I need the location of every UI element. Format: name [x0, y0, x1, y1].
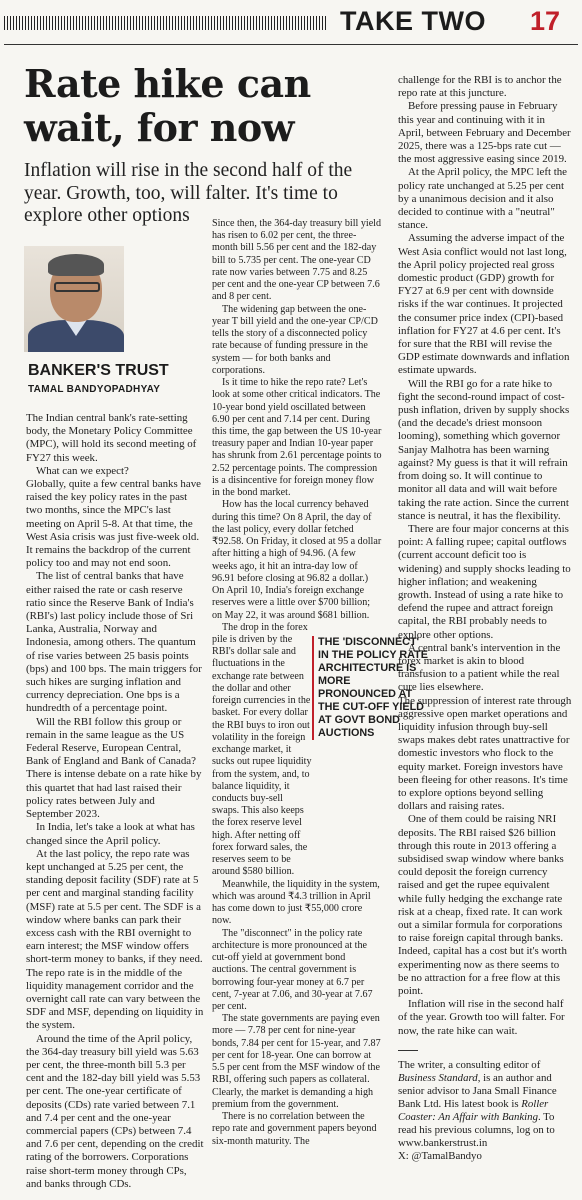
author-note — [398, 1050, 572, 1163]
paragraph: Meanwhile, the liquidity in the system, which was around ₹4.3 trillion in April has come down to just ₹55,000 crore now. — [212, 878, 380, 927]
deck: Inflation will rise in the second half of the year. Growth, too, will falter. It's time to explore other options — [24, 160, 353, 226]
paragraph: Globally, quite a few central banks have raised the key policy rates in the past two months, since the MPC's last meeting on April 5-8. At that time, the West Asia crisis was just five-week old. It remains the backdrop of the current policy too and may not end soon. — [26, 478, 201, 570]
paragraph: Is it time to hike the repo rate? Let's look at some other critical indicators. The 10-year bond yield oscillated between 6.90 per cent and 7.14 per cent. During this time, the gap between the US 10-year treasury paper and Indian 10-year paper has shrunk from 2.61 percentage points to 2.52 percentage points. The compression is a disincentive for foreign money flow in the bond market. — [212, 377, 382, 499]
note-text: , is an author and senior advisor to Jana Small Finance Bank Ltd. His latest book is — [398, 1071, 557, 1110]
page-header — [0, 6, 582, 40]
paragraph: The drop in the forex pile is driven by the RBI's dollar sale and fluctuations in the exchange rate between the dollar and other foreign currencies in the basket. For every dollar the RBI buys to iron out volatility in the foreign exchange market, it sucks out rupee liquidity from the system, and, to balance liquidity, it conducts buy-sell swaps. This also keeps the forex reserve level high. After netting off forex forward sales, the reserves seem to be around $580 billion. — [212, 621, 312, 878]
pull-quote-text: THE 'DISCONNECT' IN THE POLICY RATE ARCHITECTURE IS MORE PRONOUNCED AT THE CUT-OFF YIELD AT GOVT BOND AUCTIONS — [318, 636, 428, 739]
note-text: The writer, a consulting editor of — [398, 1058, 541, 1071]
header-hatch-rule — [4, 16, 326, 30]
paragraph: One of them could be raising NRI deposits. The RBI raised $26 billion through this route in 2013 offering a subsidised swap window where banks could deposit the foreign currency raised and get the rupee equivalent while fully hedging the exchange rate risk at a cheap, fixed rate. It can work out a similar formula for corporations to raise foreign capital through banks. Indeed, capital has a cost but it's worth experimenting now as there seems to be no attraction for a free flow at this point. — [398, 813, 567, 998]
header-rule — [4, 44, 578, 45]
paragraph: The Indian central bank's rate-setting body, the Monetary Policy Committee (MPC), will hold its second meeting of FY27 this week. — [26, 412, 197, 464]
headline: Rate hike can wait, for now — [24, 61, 311, 150]
paragraph: In India, let's take a look at what has changed since the April policy. — [26, 821, 195, 847]
paragraph: There are four major concerns at this point: A falling rupee; capital outflows (current account deficit too is widening) and supply shocks leading to higher inflation; and weakening growth. Instead of using a rate hike to defend the rupee and attract foreign capital, the RBI probably needs to explore other options. — [398, 522, 571, 641]
author-name: TAMAL BANDYOPADHYAY — [28, 384, 161, 395]
paragraph: There is no correlation between the repo rate and government papers beyond six-month maturity. The — [212, 1111, 377, 1147]
paragraph: The "disconnect" in the policy rate architecture is more pronounced at the cut-off yield at government bond auctions. The central government is borrowing four-year money at 6.7 per cent, 7-year at 7.06, and 30-year at 7.67 per cent. — [212, 927, 373, 1012]
note-text: . To read his previous columns, log on to www.bankerstrust.in — [398, 1110, 555, 1149]
article-column-1 — [26, 412, 204, 1191]
paragraph: At the April policy, the MPC left the policy rate unchanged at 5.25 per cent by a unanimous decision and it also decided to continue with a "neutral" stance. — [398, 166, 568, 232]
paragraph: Around the time of the April policy, the 364-day treasury bill yield was 5.63 per cent, the three-month bill 5.3 per cent and the 182-day bill yield was 5.53 per cent. The one-year certificate of deposits (CDs) rate varied between 7.1 and 7.4 per cent and the one-year commercial papers (CPs) between 7.4 and 7.6 per cent, depending on the credit rating of the borrowers. Corporations raise short-term money through CPs, and banks through CDs. — [26, 1032, 204, 1190]
pull-quote — [318, 636, 430, 740]
paragraph: Inflation will rise in the second half of the year. Growth too will falter. For now, the rate hike can wait. — [398, 998, 565, 1037]
paragraph: How has the local currency behaved during this time? On 8 April, the day of the last policy, every dollar fetched ₹92.58. On Friday, it closed at 95 a dollar after hitting a high of 94.96. (A few weeks ago, it hit an intra-day low of 96.91 before closing at 96.82 a dollar.) On April 10, India's foreign exchange reserves were a little over $700 billion; on May 22, it was around $681 billion. — [212, 499, 382, 621]
paragraph: At the last policy, the repo rate was kept unchanged at 5.25 per cent, the standing deposit facility (SDF) rate at 5 per cent and marginal standing facility (MSF) rate at 5.5 per cent. The SDF is a window where banks can park their excess cash with the RBI overnight to earn interest; the MSF window offers short-term money to banks, if they need. The repo rate is in the middle of the liquidity management corridor and the overnight call rate can vary between the SDF and MSF, depending on liquidity in the system. — [26, 847, 204, 1032]
paragraph: challenge for the RBI is to anchor the repo rate at this juncture. — [398, 74, 562, 100]
note-publication: Business Standard — [398, 1071, 478, 1084]
paragraph: Before pressing pause in February this year and continuing with it in April, between February and December 2025, there was a 125-bps rate cut — the most aggressive easing since 2019. — [398, 100, 571, 166]
paragraph: The state governments are paying even more — 7.78 per cent for nine-year bonds, 7.84 per cent for 15-year, and 7.87 per cent for 18-year. One can borrow at 5.5 per cent from the MSF window of the RBI, offering such papers as collateral. Clearly, the market is demanding a high premium from the government. — [212, 1013, 381, 1110]
paragraph: Assuming the adverse impact of the West Asia conflict would not last long, the April policy projected real gross domestic product (GDP) growth for FY27 at 6.9 per cent with downside risks if the war continues. It projected the consumer price index (CPI)-based inflation for FY27 at 4.6 per cent. It's for sure that the RBI will revise the GDP estimate downwards and inflation estimate upwards. — [398, 232, 570, 377]
paragraph: The widening gap between the one-year T bill yield and the one-year CP/CD tells the story of a disconnected policy rate because of funding pressure in the system — for both banks and corporations. — [212, 303, 378, 376]
paragraph: Will the RBI go for a rate hike to fight the second-round impact of cost-push inflation, driven by supply shocks (and the decade's driest monsoon looming), something which governor Sanjay Malhotra has been warning against? My guess is that it will refrain from doing so. It will continue to monitor all data and will wait before taking the rate action. Since the current stance is neutral, it has the flexibility. — [398, 377, 570, 522]
paragraph: Since then, the 364-day treasury bill yield has risen to 6.02 per cent, the three-month bill 5.56 per cent and the 182-day bill to 5.735 per cent. The one-year CD rate now varies between 7.75 and 8.25 per cent and the one-year CP between 7.6 and 8 per cent. — [212, 218, 382, 303]
paragraph: The list of central banks that have either raised the rate or cash reserve ratio since the Reserve Bank of India's (RBI's) last policy include those of Sri Lanka, Australia, Norway and Indonesia, among others. The quantum of rise varies between 25 basis points (bps) and 100 bps. The main triggers for such hikes are surging inflation and currency depreciation. One bps is a hundredth of a percentage point. — [26, 570, 202, 715]
paragraph: Will the RBI follow this group or remain in the same league as the US Federal Reserve, European Central, Bank of England and Bank of Canada? There is intense debate on a rate hike by this quartet that had last raised their policy rates between July and September 2023. — [26, 715, 202, 821]
paragraph: A central bank's intervention in the forex market is akin to blood transfusion to a patient while the real cure lies elsewhere. — [398, 641, 561, 694]
article-column-3 — [398, 74, 572, 1163]
section-title: TAKE TWO — [340, 6, 486, 36]
note-book-title: Roller Coaster: An Affair with Banking — [398, 1097, 549, 1123]
page-number: 17 — [530, 6, 561, 36]
paragraph: The suppression of interest rate through aggressive open market operations and liquidity infusion through buy-sell swaps makes debt rates unattractive for domestic investors who flock to the equity market. Foreign investors have been fleeing for other reasons. It's time to explore options beyond selling dollars and raising rates. — [398, 694, 572, 813]
author-photo — [24, 246, 124, 352]
note-divider — [398, 1050, 418, 1051]
paragraph: What can we expect? — [36, 464, 129, 477]
note-handle: X: @TamalBandyo — [398, 1149, 482, 1162]
column-name: BANKER'S TRUST — [28, 362, 169, 379]
pull-quote-bar — [312, 636, 314, 740]
